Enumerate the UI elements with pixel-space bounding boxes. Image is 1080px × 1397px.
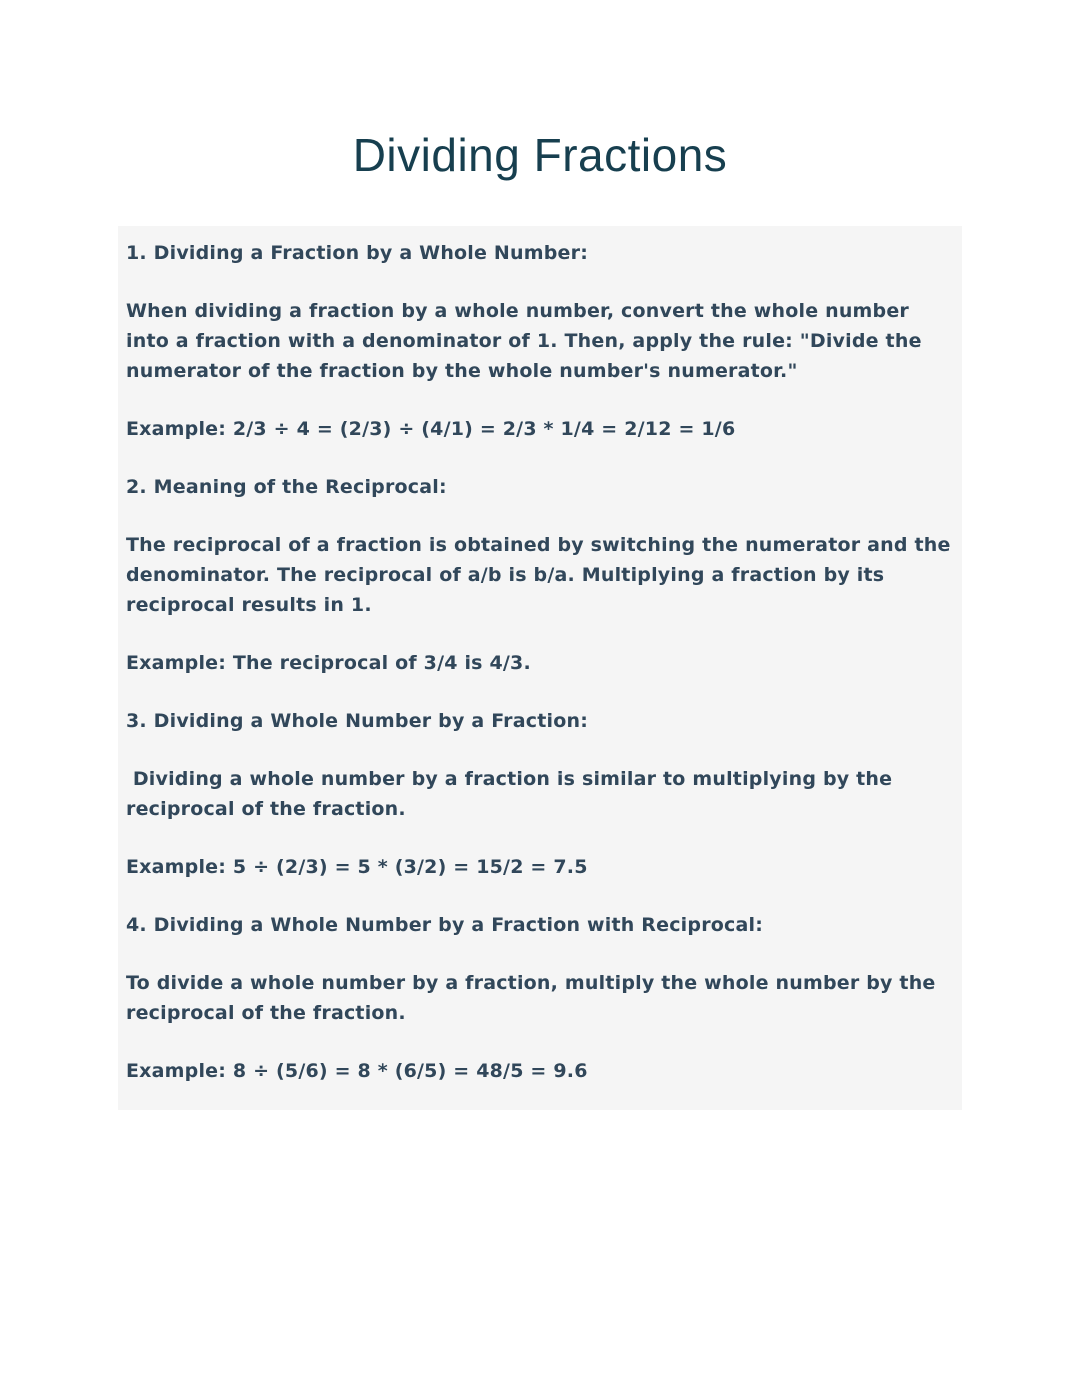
section-heading: 3. Dividing a Whole Number by a Fraction: — [126, 710, 589, 733]
section-dividing-whole-by-fraction-reciprocal — [126, 910, 952, 1086]
section-example: Example: The reciprocal of 3/4 is 4/3. — [126, 652, 531, 675]
section-body: The reciprocal of a fraction is obtained by switching the numerator and the denominator. The reciprocal of a/b is b/a. Multiplying a fraction by its reciprocal results in 1. — [126, 534, 958, 617]
section-body: To divide a whole number by a fraction, multiply the whole number by the reciprocal of the fraction. — [126, 972, 943, 1025]
section-body: Dividing a whole number by a fraction is similar to multiplying by the reciprocal of the fraction. — [126, 768, 900, 821]
section-heading: 4. Dividing a Whole Number by a Fraction with Reciprocal: — [126, 914, 764, 937]
section-heading: 1. Dividing a Fraction by a Whole Number: — [126, 242, 589, 264]
section-dividing-whole-by-fraction — [126, 706, 952, 882]
section-body: When dividing a fraction by a whole number, convert the whole number into a fraction with a denominator of 1. Then, apply the rule: "Divide the numerator of the fraction by the whole number's numerator." — [126, 300, 929, 383]
page-title: Dividing Fractions — [352, 129, 728, 181]
section-meaning-of-reciprocal — [126, 472, 958, 678]
content-card — [118, 226, 962, 1110]
section-example: Example: 2/3 ÷ 4 = (2/3) ÷ (4/1) = 2/3 * 1/4 = 2/12 = 1/6 — [126, 418, 736, 441]
section-example: Example: 5 ÷ (2/3) = 5 * (3/2) = 15/2 = 7.5 — [126, 856, 588, 879]
section-example: Example: 8 ÷ (5/6) = 8 * (6/5) = 48/5 = 9.6 — [126, 1060, 588, 1083]
section-dividing-fraction-by-whole — [126, 238, 952, 444]
section-heading: 2. Meaning of the Reciprocal: — [126, 476, 447, 499]
